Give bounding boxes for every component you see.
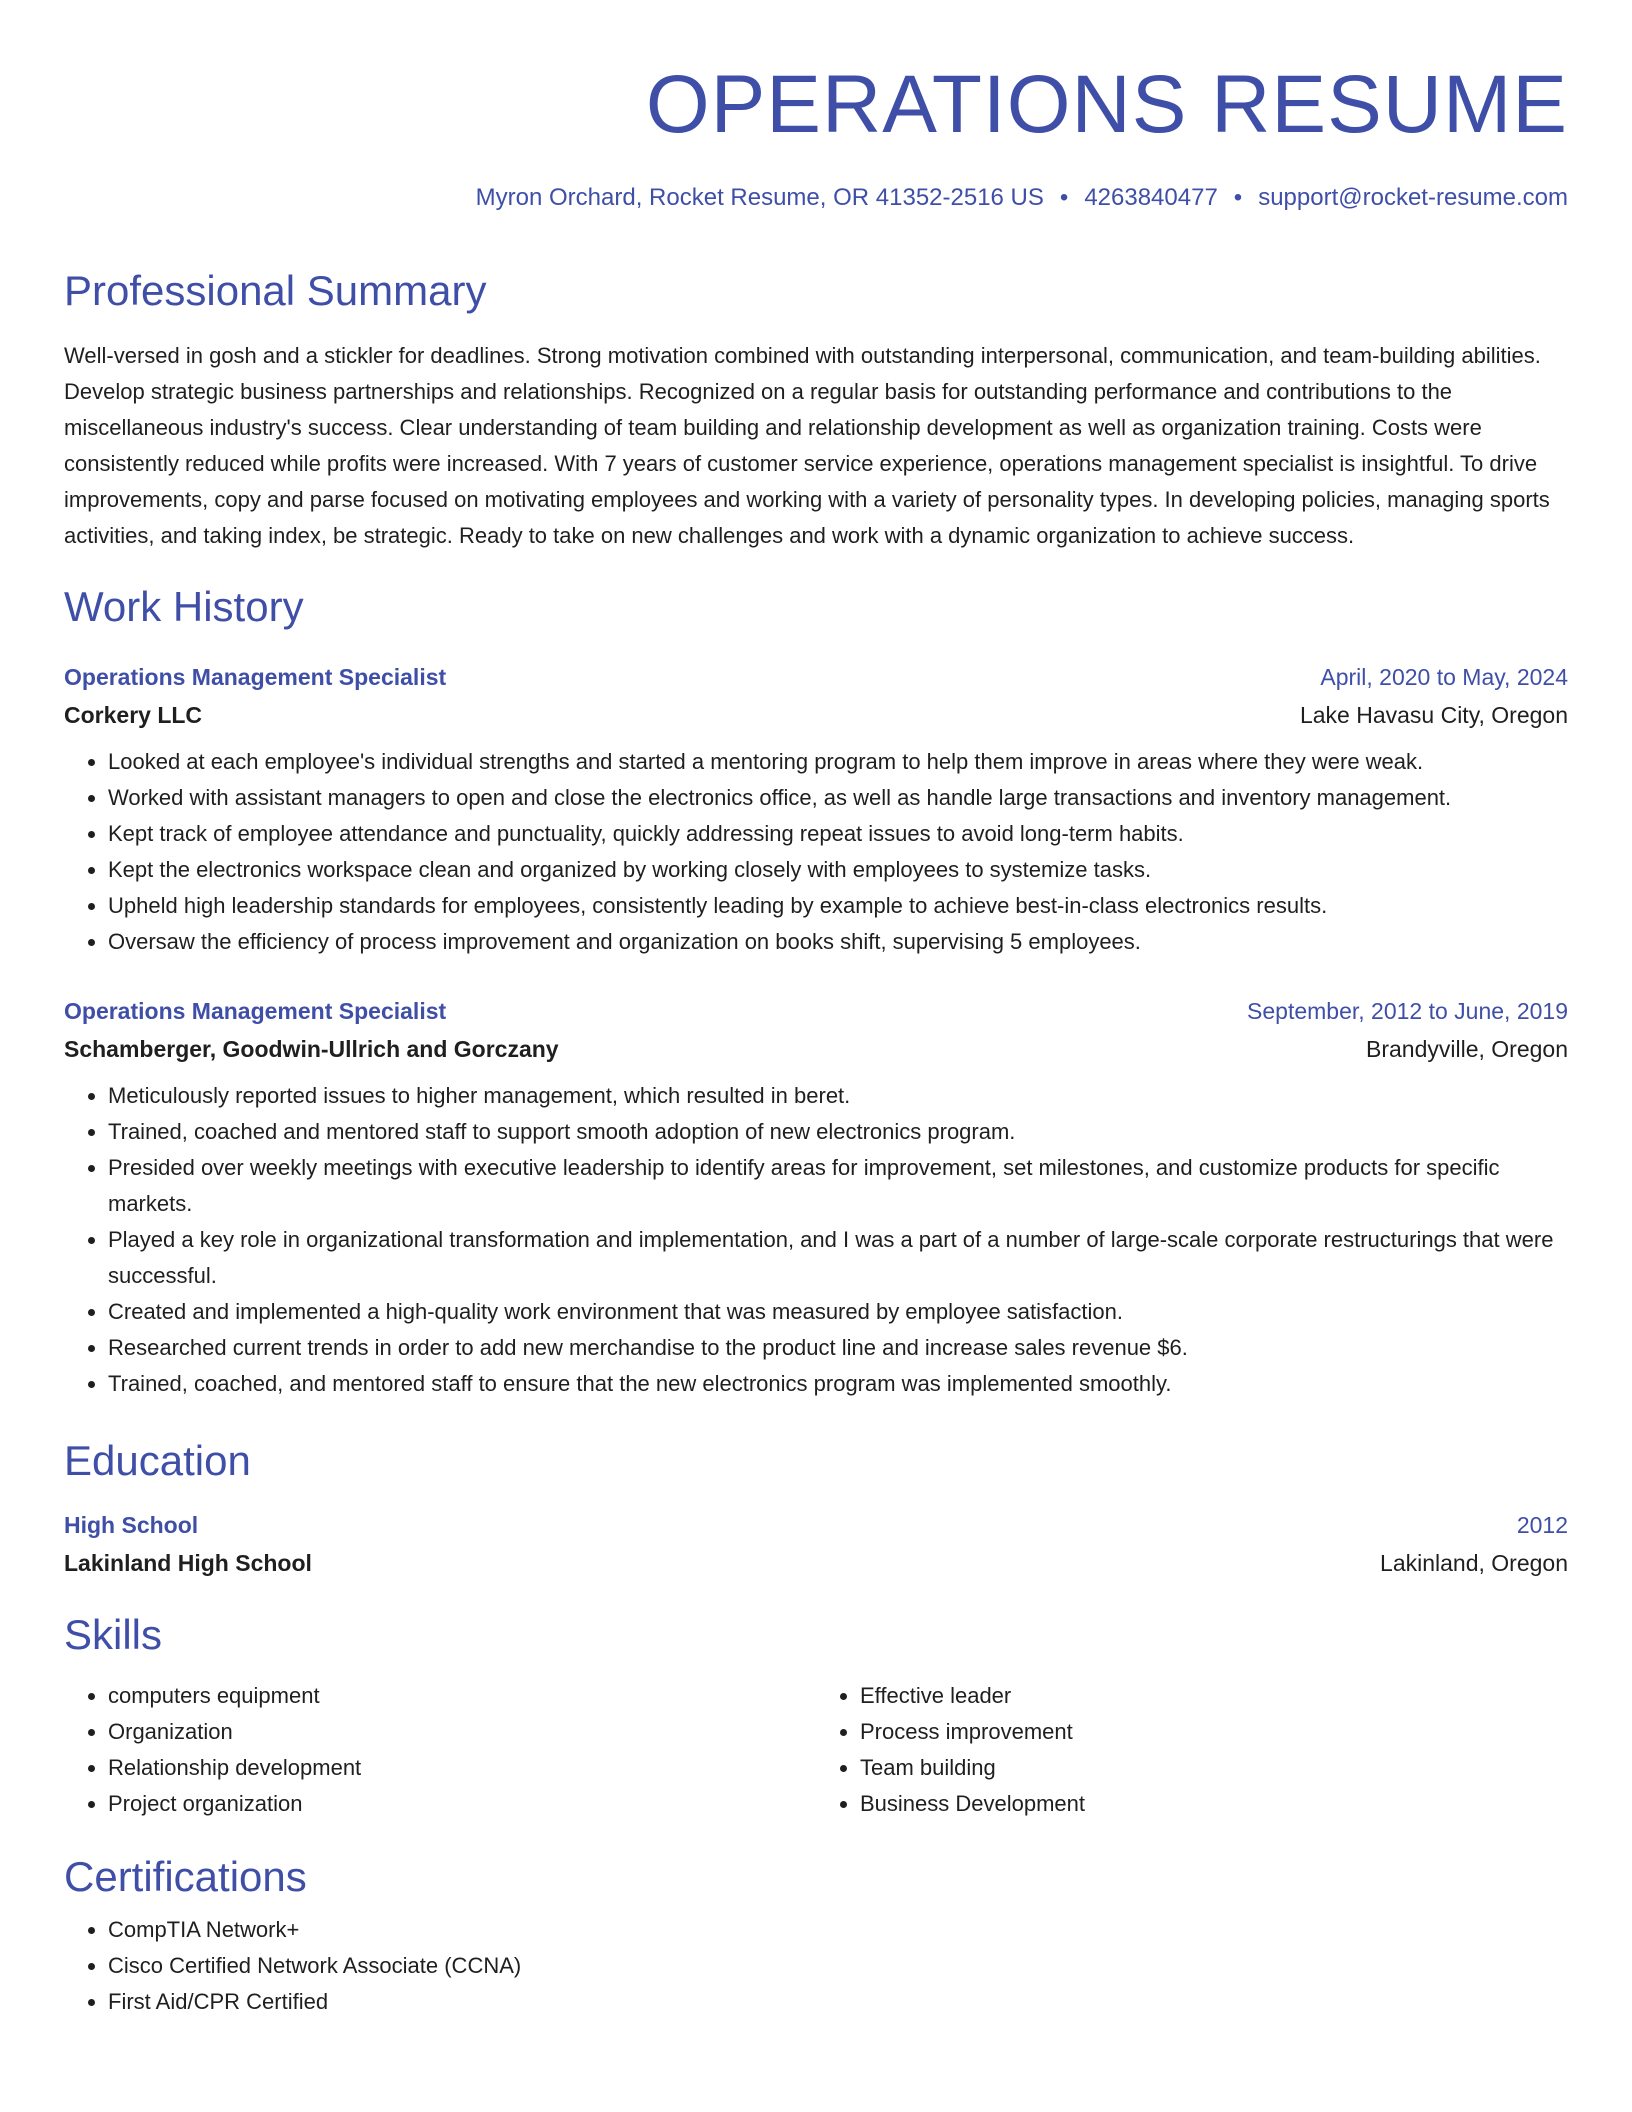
summary-text: Well-versed in gosh and a stickler for deadlines. Strong motivation combined with outstanding interpersonal, communication, and team-building abilities. Develop strategic business partnerships and relationships. Recognized on a regular basis for outstanding performance and contributions to the miscellaneous industry's success. Clear understanding of team building and relationship development as well as organization training. Costs were consistently reduced while profits were increased. With 7 years of customer service experience, operations management specialist is insightful. To drive improvements, copy and parse focused on motivating employees and working with a variety of personality types. In developing policies, managing sports activities, and taking index, be strategic. Ready to take on new challenges and work with a dynamic organization to achieve success. <box>64 343 1550 548</box>
resume-page <box>64 0 1568 2020</box>
list-item: • Researched current trends in order to add new merchandise to the product line and increase sales revenue $6. <box>108 1330 1568 1366</box>
certifications-heading: Certifications <box>64 1853 307 1900</box>
list-item: • Upheld high leadership standards for employees, consistently leading by example to achieve best-in-class electronics results. <box>108 888 1568 924</box>
list-item: • Kept the electronics workspace clean and organized by working closely with employees to systemize tasks. <box>108 852 1568 888</box>
list-item: • Worked with assistant managers to open and close the electronics office, as well as handle large transactions and inventory management. <box>108 780 1568 816</box>
skills-heading: Skills <box>64 1611 163 1658</box>
education-year: 2012 <box>1516 1512 1568 1538</box>
job-dates: April, 2020 to May, 2024 <box>1320 664 1568 690</box>
education-school: Lakinland High School <box>64 1550 312 1576</box>
skill-item: • Organization <box>108 1714 816 1750</box>
certification-item: • Cisco Certified Network Associate (CCNA) <box>108 1948 1568 1984</box>
job-bullet-list <box>64 1078 1568 1402</box>
contact-line <box>64 186 1568 210</box>
resume-title: OPERATIONS RESUME <box>645 59 1568 150</box>
skill-item: • Business Development <box>860 1786 1568 1822</box>
job-entry <box>64 662 1568 960</box>
skill-item: • Relationship development <box>108 1750 816 1786</box>
job-role: Operations Management Specialist <box>64 664 447 690</box>
education-heading: Education <box>64 1437 251 1484</box>
list-item: • Looked at each employee's individual strengths and started a mentoring program to help them improve in areas where they were weak. <box>108 744 1568 780</box>
skill-item: • Team building <box>860 1750 1568 1786</box>
list-item: • Created and implemented a high-quality work environment that was measured by employee satisfaction. <box>108 1294 1568 1330</box>
skill-item: • Process improvement <box>860 1714 1568 1750</box>
list-item: • Presided over weekly meetings with executive leadership to identify areas for improvement, set milestones, and customize products for specific markets. <box>108 1150 1568 1222</box>
contact-separator: • <box>1059 184 1069 211</box>
job-role: Operations Management Specialist <box>64 998 447 1024</box>
job-entry <box>64 996 1568 1402</box>
list-item: • Trained, coached and mentored staff to support smooth adoption of new electronics program. <box>108 1114 1568 1150</box>
job-company: Schamberger, Goodwin-Ullrich and Gorczany <box>64 1036 559 1062</box>
job-location: Brandyville, Oregon <box>1366 1036 1568 1062</box>
list-item: • Trained, coached, and mentored staff to ensure that the new electronics program was implemented smoothly. <box>108 1366 1568 1402</box>
summary-heading: Professional Summary <box>64 267 487 314</box>
job-company: Corkery LLC <box>64 702 203 728</box>
skill-item: • Effective leader <box>860 1678 1568 1714</box>
contact-separator: • <box>1233 184 1243 211</box>
job-bullet-list <box>64 744 1568 960</box>
skills-list-left <box>64 1678 816 1822</box>
list-item: • Oversaw the efficiency of process improvement and organization on books shift, supervising 5 employees. <box>108 924 1568 960</box>
contact-email[interactable]: support@rocket-resume.com <box>1258 184 1568 211</box>
work-history-heading: Work History <box>64 583 304 630</box>
certification-item: • CompTIA Network+ <box>108 1912 1568 1948</box>
certifications-list <box>64 1912 1568 2020</box>
skill-item: • computers equipment <box>108 1678 816 1714</box>
certification-item: • First Aid/CPR Certified <box>108 1984 1568 2020</box>
list-item: • Kept track of employee attendance and punctuality, quickly addressing repeat issues to avoid long-term habits. <box>108 816 1568 852</box>
job-dates: September, 2012 to June, 2019 <box>1247 998 1568 1024</box>
contact-phone: 4263840477 <box>1084 184 1218 211</box>
job-location: Lake Havasu City, Oregon <box>1299 702 1568 728</box>
skills-list-right <box>816 1678 1568 1822</box>
contact-address: Myron Orchard, Rocket Resume, OR 41352-2516 US <box>475 184 1044 211</box>
education-entry <box>64 1510 1568 1578</box>
education-degree: High School <box>64 1512 199 1538</box>
list-item: • Played a key role in organizational transformation and implementation, and I was a part of a number of large-scale corporate restructurings that were successful. <box>108 1222 1568 1294</box>
skill-item: • Project organization <box>108 1786 816 1822</box>
list-item: • Meticulously reported issues to higher management, which resulted in beret. <box>108 1078 1568 1114</box>
skills-columns <box>64 1678 1568 1822</box>
education-location: Lakinland, Oregon <box>1380 1550 1568 1576</box>
